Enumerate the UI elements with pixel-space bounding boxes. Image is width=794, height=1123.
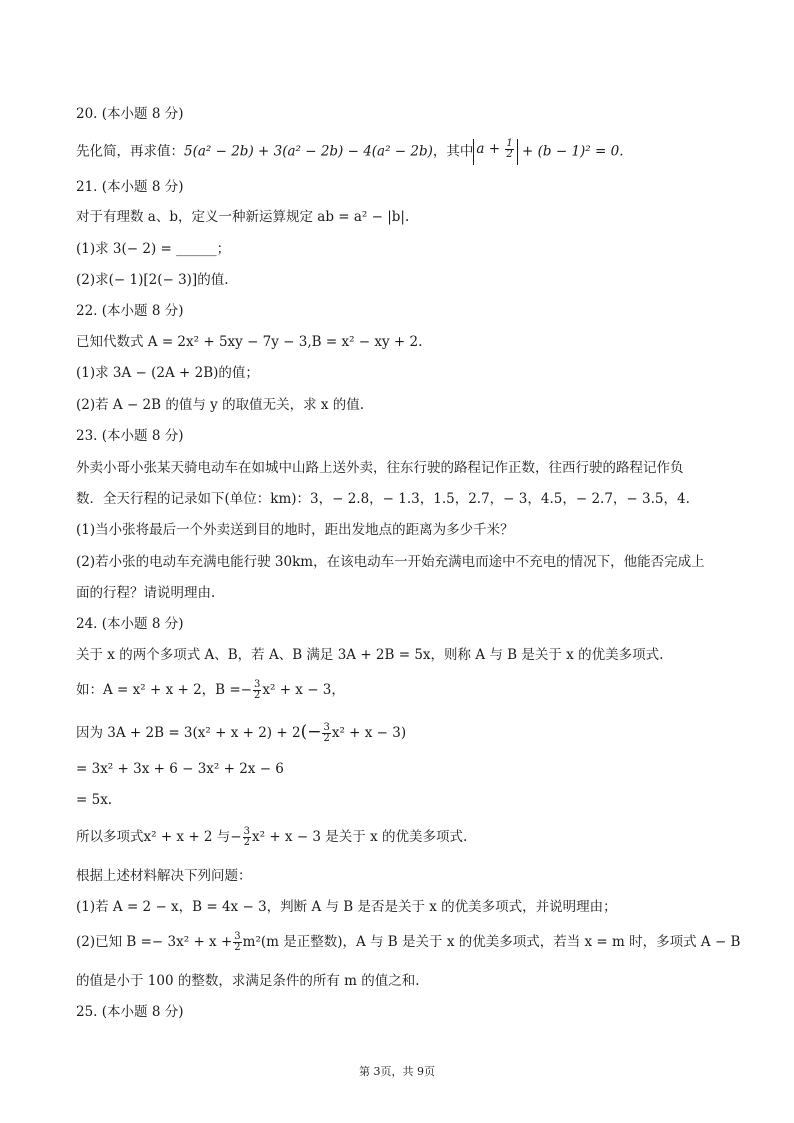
q24-calc1-c: x² + x − 3) <box>331 725 407 741</box>
q20-fraction <box>505 139 513 160</box>
q24-part1: (1)若 A = 2 − x，B = 4x − 3，判断 A 与 B 是否是关于 x 的优美多项式，并说明理由； <box>76 899 617 915</box>
q20-rest: + (b − 1)² = 0. <box>522 143 624 160</box>
q20-statement <box>76 139 726 165</box>
q20-frac-den: 2 <box>506 149 513 160</box>
page-footer: 第 3页，共 9页 <box>359 1065 435 1078</box>
q24-part2-b: m²(m 是正整数)，A 与 B 是关于 x 的优美多项式，若当 x = m 时，多项式 A − B <box>242 934 741 950</box>
q24-part2-line1 <box>76 931 741 953</box>
q24-intro: 根据上述材料解决下列问题： <box>76 868 252 884</box>
q21-part2: (2)求(− 1)[2(− 3)]的值. <box>76 272 229 288</box>
q23-part1: (1)当小张将最后一个外卖送到目的地时，距出发地点的距离为多少千米？ <box>76 522 514 538</box>
q22-heading: 22. (本小题 8 分) <box>76 303 184 319</box>
q20-frac-num: 1 <box>506 138 513 149</box>
q24-heading: 24. (本小题 8 分) <box>76 616 184 632</box>
q22-part1: (1)求 3A − (2A + 2B)的值； <box>76 365 259 381</box>
q24-example-fraction: $\frac{3}{2}$ <box>254 679 261 701</box>
q20-abs-a: a + <box>476 141 505 157</box>
q24-calc1-b: (− <box>300 722 322 742</box>
q23-part2-line2: 面的行程？请说明理由. <box>76 585 216 601</box>
q22-part2: (2)若 A − 2B 的值与 y 的取值无关，求 x 的值. <box>76 397 365 413</box>
q20-text-a: 先化简，再求值： <box>76 143 184 160</box>
q22-definition: 已知代数式 A = 2x² + 5xy − 7y − 3,B = x² − xy + 2. <box>76 334 423 350</box>
q24-concl-a: 所以多项式x² + x + 2 与− <box>76 829 242 845</box>
q24-example <box>76 680 726 701</box>
q20-abs-value <box>473 139 517 165</box>
q23-heading: 23. (本小题 8 分) <box>76 428 184 444</box>
q24-conclusion <box>76 827 726 848</box>
q25-heading: 25. (本小题 8 分) <box>76 1004 184 1020</box>
q24-concl-fraction: $\frac{3}{2}$ <box>243 826 250 848</box>
q24-calc-step1 <box>76 722 726 744</box>
q24-part2-fraction: $\frac{3}{2}$ <box>234 931 241 953</box>
q24-part2-line2: 的值是小于 100 的整数，求满足条件的所有 m 的值之和. <box>76 973 420 989</box>
q23-line1: 外卖小哥小张某天骑电动车在如城中山路上送外卖，往东行驶的路程记作正数，往西行驶的路程记作负 <box>76 460 684 476</box>
q20-heading: 20. (本小题 8 分) <box>76 106 184 122</box>
q21-definition: 对于有理数 a、b，定义一种新运算规定 ab = a² − |b|. <box>76 209 410 225</box>
q24-calc-step3: = 5x. <box>76 792 113 808</box>
q21-heading: 21. (本小题 8 分) <box>76 179 184 195</box>
q23-part2-line1: (2)若小张的电动车充满电能行驶 30km，在该电动车一开始充满电而途中不充电的情况下，他能否完成上 <box>76 554 705 570</box>
q24-definition: 关于 x 的两个多项式 A、B，若 A、B 满足 3A + 2B = 5x，则称 A 与 B 是关于 x 的优美多项式. <box>76 647 664 663</box>
q24-calc-step2: = 3x² + 3x + 6 − 3x² + 2x − 6 <box>76 761 284 777</box>
q24-example-b: x² + x − 3， <box>262 682 345 698</box>
q20-text-b: ，其中 <box>432 143 474 160</box>
q24-part2-a: (2)已知 B =− 3x² + x + <box>76 934 233 950</box>
q21-part1: (1)求 3(− 2) = ______； <box>76 241 231 257</box>
q24-concl-b: x² + x − 3 是关于 x 的优美多项式. <box>252 829 468 845</box>
q24-example-a: 如：A = x² + x + 2，B =− <box>76 682 252 698</box>
q23-line2: 数．全天行程的记录如下(单位：km)：3，− 2.8，− 1.3，1.5，2.7，− 3，4.5，− 2.7，− 3.5，4. <box>76 491 690 507</box>
q24-calc1-a: 因为 3A + 2B = 3(x² + x + 2) + 2 <box>76 725 301 741</box>
q20-expr: 5(a² − 2b) + 3(a² − 2b) − 4(a² − 2b) <box>184 143 433 160</box>
q24-calc-fraction: $\frac{3}{2}$ <box>323 722 330 744</box>
